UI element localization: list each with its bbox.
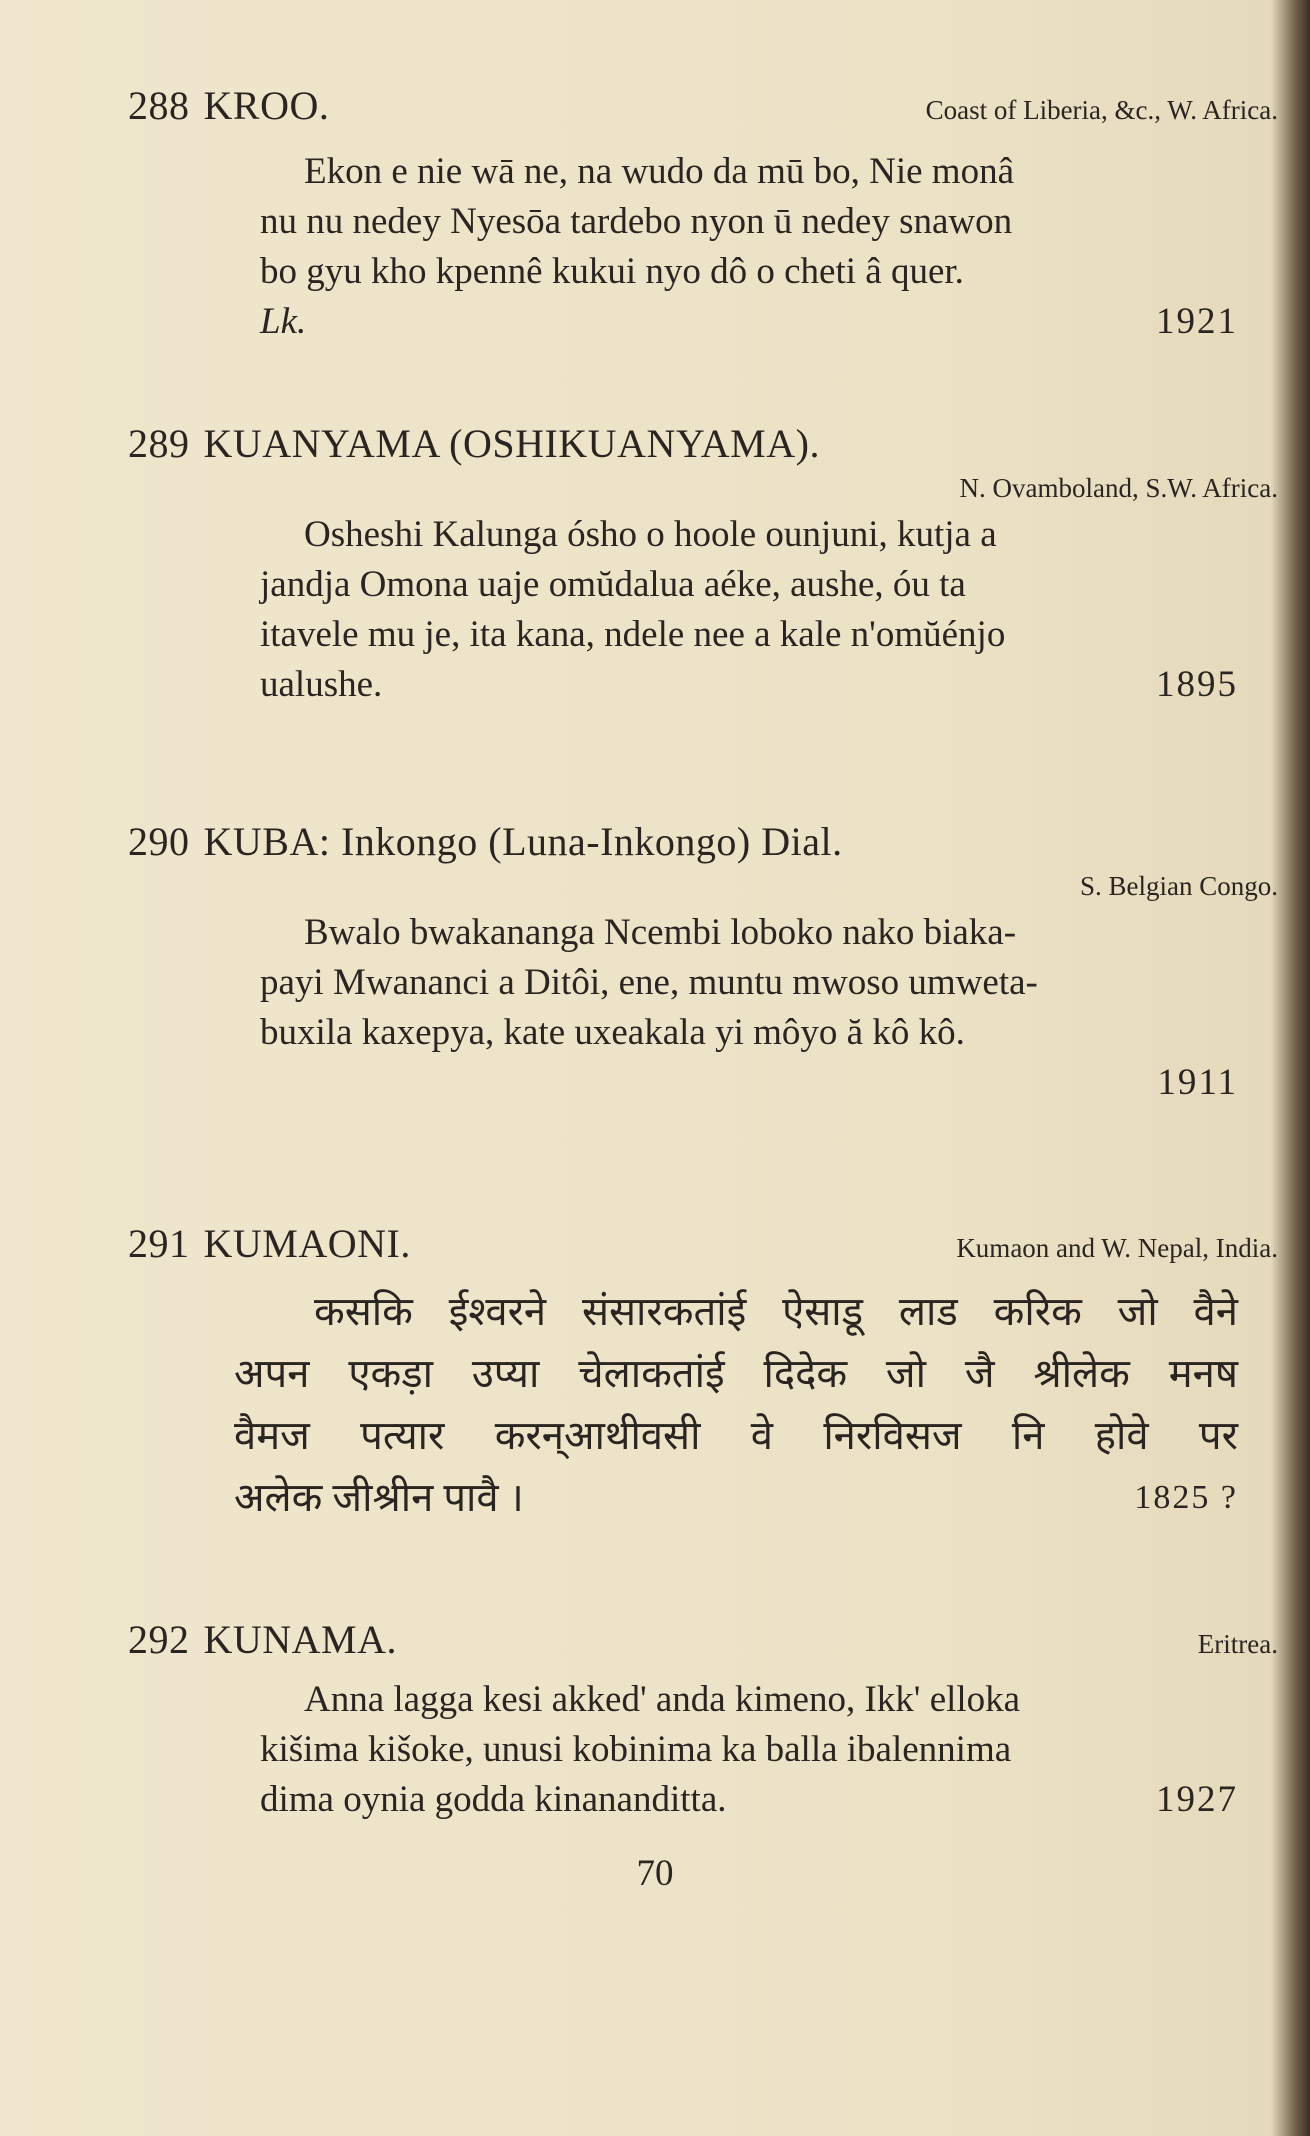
devanagari-line: अपन एकड़ा उप्या चेलाकतांई दिदेक जो जै श्रीलेक मनष [234,1351,1238,1396]
entry-heading [128,818,1278,865]
entry-291 [128,1220,1278,1529]
year: 1921 [1156,301,1238,342]
entry-289 [128,420,1278,710]
entry-heading [128,1220,1278,1267]
devanagari-line: कसकि ईश्वरने संसारकतांई ऐसाडू लाड करिक जो वैने [314,1289,1238,1334]
text-line: Ekon e nie wā ne, na wudo da mū bo, Nie monâ [304,151,1015,192]
reference-note: Lk. [260,301,307,342]
entry-292 [128,1616,1278,1825]
text-line: ualushe. [260,664,383,705]
entry-number: 290 [128,819,190,864]
text-line: nu nu nedey Nyesōa tardebo nyon ū nedey snawon [260,201,1013,242]
year: 1927 [1156,1779,1238,1820]
text-line: bo gyu kho kpennê kukui nyo dô o cheti â quer. [260,251,964,292]
text-line: Osheshi Kalunga ósho o hoole ounjuni, kutja a [304,514,997,555]
text-line: buxila kaxepya, kate uxeakala yi môyo ă kô kô. [260,1012,965,1053]
entry-text [260,908,1238,1108]
entry-heading [128,82,1278,129]
entry-text [234,1281,1238,1529]
entry-number: 292 [128,1617,190,1662]
year: 1895 [1156,664,1238,705]
entry-number: 289 [128,421,190,466]
entry-288 [128,82,1278,347]
entry-text [260,1675,1238,1825]
devanagari-line: अलेक जीश्रीन पावै । [234,1475,524,1520]
year: 1825 ? [1134,1479,1238,1516]
language-title: KUMAONI. [203,1221,411,1266]
language-title: KUNAMA. [203,1617,397,1662]
text-line: payi Mwananci a Ditôi, ene, muntu mwoso umweta- [260,962,1038,1003]
region-label: N. Ovamboland, S.W. Africa. [959,473,1278,503]
language-title: KUBA: Inkongo (Luna-Inkongo) Dial. [203,819,843,864]
region-label: S. Belgian Congo. [1079,871,1278,901]
entry-heading [128,420,1278,467]
text-line: Anna lagga kesi akked' anda kimeno, Ikk' elloka [304,1679,1021,1720]
entry-number: 291 [128,1221,190,1266]
text-line: dima oynia godda kinananditta. [260,1779,727,1820]
region-label: Kumaon and W. Nepal, India. [956,1233,1278,1263]
text-line: kišima kišoke, unusi kobinima ka balla ibalennima [260,1729,1012,1770]
text-line: jandja Omona uaje omŭdalua aéke, aushe, óu ta [260,564,966,605]
entry-number: 288 [128,83,190,128]
devanagari-line: वैमज पत्यार करन्आथीवसी वे निरविसज नि होवे पर [234,1413,1238,1458]
entry-290 [128,818,1278,1108]
page-number: 70 [636,1853,674,1894]
text-line: itavele mu je, ita kana, ndele nee a kale n'omŭénjo [260,614,1006,655]
region-label: Eritrea. [1197,1629,1278,1659]
entry-text [260,147,1238,347]
text-line: Bwalo bwakananga Ncembi loboko nako biaka- [304,912,1017,953]
entry-heading [128,1616,1278,1663]
language-title: KROO. [203,83,330,128]
year: 1911 [1157,1062,1238,1103]
region-label: Coast of Liberia, &c., W. Africa. [925,95,1278,125]
language-title: KUANYAMA (OSHIKUANYAMA). [203,421,820,466]
entry-text [260,510,1238,710]
